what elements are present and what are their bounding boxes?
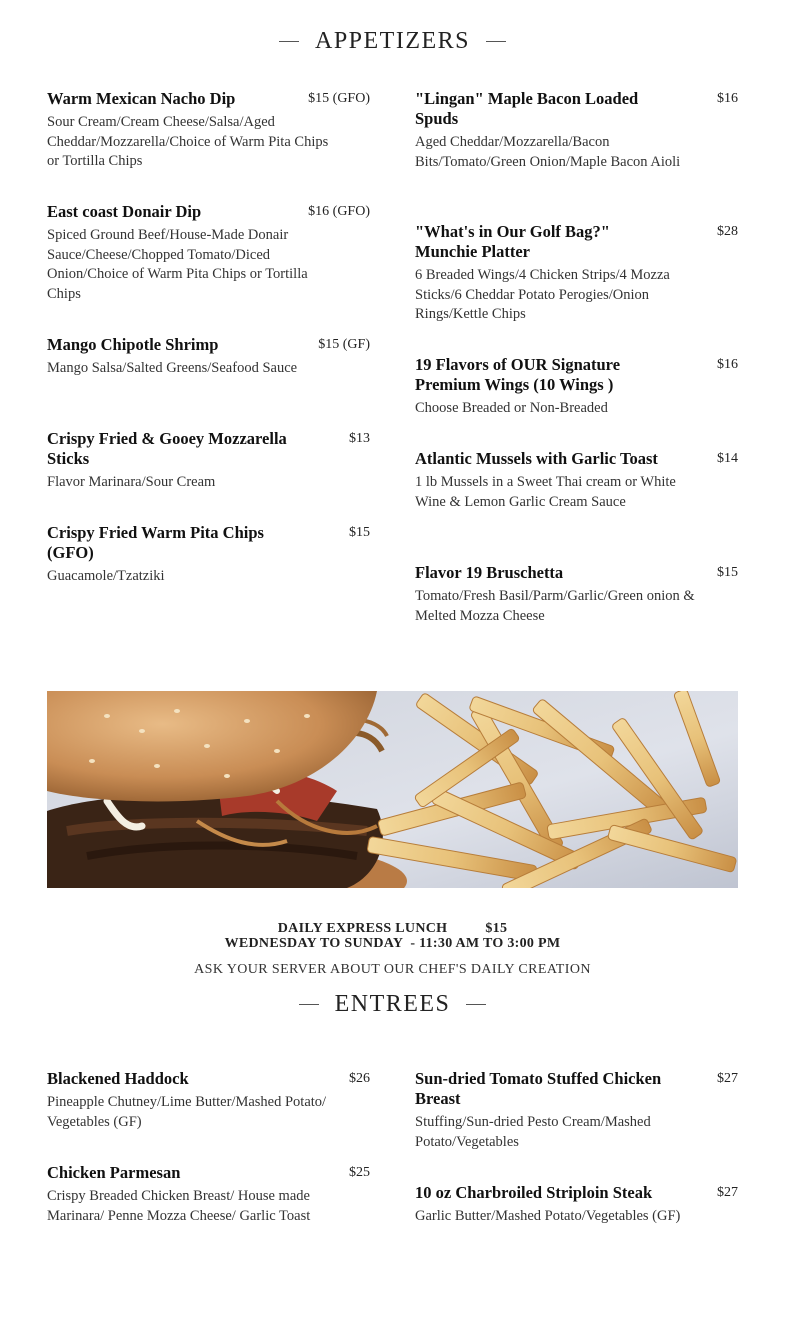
entrees-right-column <box>415 1069 738 1152</box>
lunch-note: ASK YOUR SERVER ABOUT OUR CHEF'S DAILY CREATION <box>194 962 591 977</box>
item-description: 6 Breaded Wings/4 Chicken Strips/4 Mozza Sticks/6 Cheddar Potato Perogies/Onion Rings/Kettle Chips <box>415 267 670 322</box>
item-price: $15 (GFO) <box>308 91 370 106</box>
menu-item <box>47 429 370 493</box>
item-price: $15 <box>349 525 370 540</box>
entrees-heading <box>0 991 785 1018</box>
menu-item <box>415 89 738 172</box>
menu-item <box>415 222 738 325</box>
heading-rule-left <box>299 1004 319 1005</box>
appetizers-right-column <box>415 563 738 626</box>
menu-item <box>415 1069 738 1152</box>
item-price: $16 <box>717 91 738 106</box>
lunch-title: DAILY EXPRESS LUNCH <box>277 921 448 936</box>
clipped-heading <box>0 0 785 14</box>
heading-rule-right <box>486 41 506 42</box>
item-description: Crispy Breaded Chicken Breast/ House made Marinara/ Penne Mozza Cheese/ Garlic Toast <box>47 1188 311 1224</box>
lunch-days: WEDNESDAY TO SUNDAY - 11:30 AM TO 3:00 PM <box>224 936 561 951</box>
item-price: $28 <box>717 224 738 239</box>
menu-item <box>415 1183 738 1227</box>
menu-item <box>47 202 370 304</box>
appetizers-right-column <box>415 222 738 325</box>
menu-item <box>47 89 370 172</box>
menu-item <box>47 335 370 379</box>
item-price: $27 <box>717 1185 738 1200</box>
appetizers-left-column <box>47 89 370 172</box>
menu-item <box>415 449 738 512</box>
entrees-title: ENTREES <box>334 991 451 1017</box>
item-name: Mango Chipotle Shrimp <box>47 335 219 354</box>
appetizers-left-column <box>47 202 370 304</box>
heading-rule-right <box>466 1004 486 1005</box>
item-name: Atlantic Mussels with Garlic Toast <box>415 449 658 468</box>
entrees-left-column <box>47 1069 370 1132</box>
appetizers-left-column <box>47 429 370 493</box>
menu-item <box>47 1069 370 1132</box>
item-name: "Lingan" Maple Bacon Loaded Spuds <box>415 89 639 128</box>
item-description: Flavor Marinara/Sour Cream <box>47 474 216 490</box>
item-price: $25 <box>349 1165 370 1180</box>
item-name: Sun-dried Tomato Stuffed Chicken Breast <box>415 1069 662 1108</box>
menu-item <box>415 355 738 419</box>
appetizers-title: APPETIZERS <box>314 28 470 54</box>
item-description: Guacamole/Tzatziki <box>47 568 165 584</box>
item-name: East coast Donair Dip <box>47 202 202 221</box>
item-price: $14 <box>717 451 738 466</box>
item-name: Crispy Fried & Gooey Mozzarella Sticks <box>47 429 287 468</box>
item-price: $26 <box>349 1071 370 1086</box>
heading-rule-left <box>279 41 299 42</box>
menu-item <box>47 523 370 587</box>
menu-item <box>415 563 738 626</box>
item-description: Garlic Butter/Mashed Potato/Vegetables (GF) <box>415 1208 681 1224</box>
item-description: Choose Breaded or Non-Breaded <box>415 400 608 416</box>
item-description: Stuffing/Sun-dried Pesto Cream/Mashed Potato/Vegetables <box>415 1114 651 1150</box>
item-name: Chicken Parmesan <box>47 1163 181 1182</box>
entrees-right-column <box>415 1183 738 1227</box>
appetizers-left-column <box>47 523 370 587</box>
appetizers-right-column <box>415 355 738 419</box>
item-price: $15 (GF) <box>318 337 370 352</box>
item-price: $15 <box>717 565 738 580</box>
item-description: Aged Cheddar/Mozzarella/Bacon Bits/Tomato/Green Onion/Maple Bacon Aioli <box>415 134 681 170</box>
item-name: Blackened Haddock <box>47 1069 189 1088</box>
burger-fries-photo <box>47 691 738 888</box>
item-description: Sour Cream/Cream Cheese/Salsa/Aged Cheddar/Mozzarella/Choice of Warm Pita Chips or Tortilla Chips <box>47 114 329 169</box>
appetizers-right-column <box>415 89 738 172</box>
item-name: Flavor 19 Bruschetta <box>415 563 564 582</box>
item-name: 10 oz Charbroiled Striploin Steak <box>415 1183 653 1202</box>
item-description: Pineapple Chutney/Lime Butter/Mashed Potato/ Vegetables (GF) <box>47 1094 327 1130</box>
item-name: "What's in Our Golf Bag?" Munchie Platter <box>415 222 610 261</box>
appetizers-heading <box>0 28 785 55</box>
item-description: Tomato/Fresh Basil/Parm/Garlic/Green onion & Melted Mozza Cheese <box>415 588 695 624</box>
daily-lunch-line <box>0 921 785 937</box>
item-description: Mango Salsa/Salted Greens/Seafood Sauce <box>47 360 298 376</box>
item-name: 19 Flavors of OUR Signature Premium Wings (10 Wings ) <box>415 355 621 394</box>
menu-item <box>47 1163 370 1226</box>
item-name: Crispy Fried Warm Pita Chips (GFO) <box>47 523 264 562</box>
appetizers-right-column <box>415 449 738 512</box>
item-price: $13 <box>349 431 370 446</box>
item-description: Spiced Ground Beef/House-Made Donair Sauce/Cheese/Chopped Tomato/Diced Onion/Choice of Warm Pita Chips or Tortilla Chips <box>47 227 308 302</box>
item-description: 1 lb Mussels in a Sweet Thai cream or White Wine & Lemon Garlic Cream Sauce <box>415 474 676 510</box>
appetizers-left-column <box>47 335 370 379</box>
item-name: Warm Mexican Nacho Dip <box>47 89 236 108</box>
item-price: $27 <box>717 1071 738 1086</box>
entrees-left-column <box>47 1163 370 1226</box>
item-price: $16 <box>717 357 738 372</box>
lunch-price: $15 <box>485 921 508 936</box>
item-price: $16 (GFO) <box>308 204 370 219</box>
